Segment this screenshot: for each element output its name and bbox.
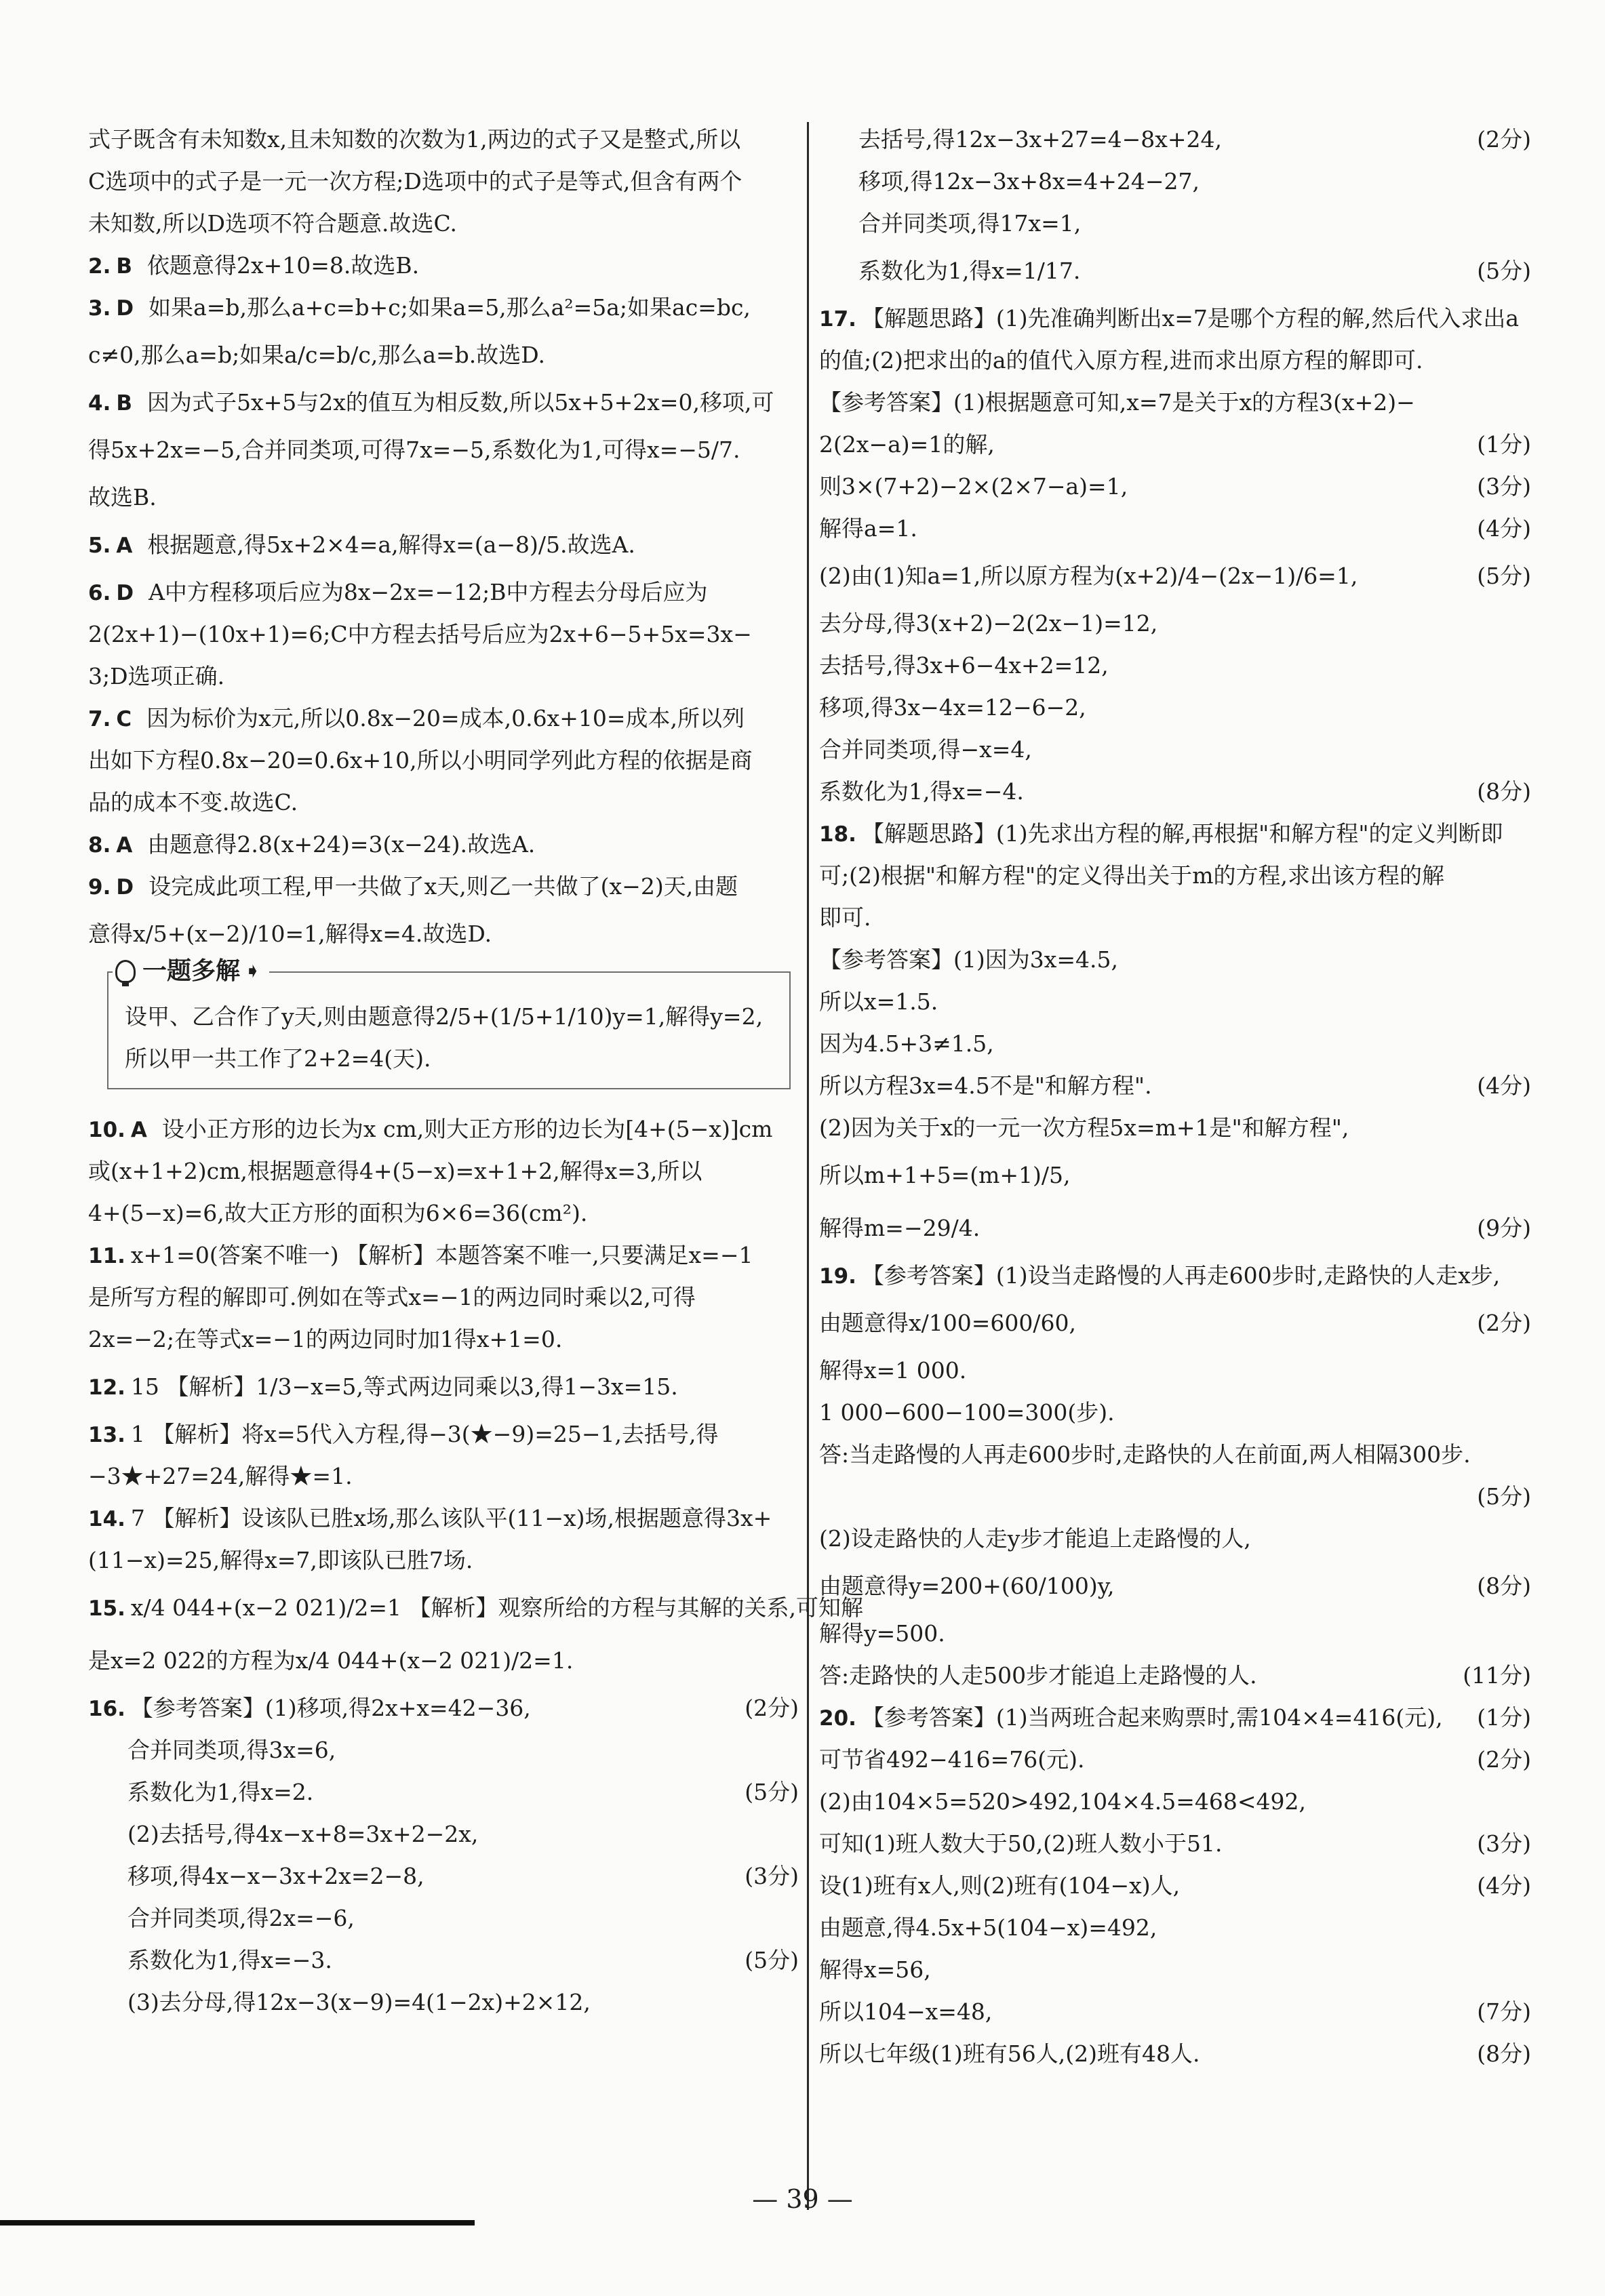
answer-line bbox=[819, 298, 1531, 340]
line-text: 解得y=500. bbox=[819, 1620, 945, 1647]
answer-line bbox=[819, 855, 1531, 897]
line-text: −3★+27=24,解得★=1. bbox=[88, 1463, 353, 1489]
score-marker: (4分) bbox=[1477, 1072, 1531, 1099]
answer-line bbox=[88, 698, 799, 740]
line-text: 去括号,得3x+6−4x+2=12, bbox=[819, 652, 1109, 679]
score-marker: (5分) bbox=[1477, 563, 1531, 589]
question-number: 9. bbox=[88, 875, 111, 900]
line-text: C选项中的式子是一元一次方程;D选项中的式子是等式,但含有两个 bbox=[88, 168, 742, 195]
answer-line bbox=[88, 1939, 799, 1981]
score-marker: (8分) bbox=[1477, 1573, 1531, 1599]
answer-line bbox=[88, 1771, 799, 1813]
line-text: 合并同类项,得3x=6, bbox=[127, 1737, 336, 1763]
answer-line bbox=[819, 687, 1531, 729]
line-text: 4+(5−x)=6,故大正方形的面积为6×6=36(cm²). bbox=[88, 1200, 588, 1226]
line-text: 可知(1)班人数大于50,(2)班人数小于51. bbox=[819, 1830, 1223, 1857]
line-text: 或(x+1+2)cm,根据题意得4+(5−x)=x+1+2,解得x=3,所以 bbox=[88, 1158, 702, 1184]
answer-line bbox=[88, 1539, 799, 1582]
line-text: 设完成此项工程,甲一共做了x天,则乙一共做了(x−2)天,由题 bbox=[148, 873, 738, 900]
line-text: 所以x=1.5. bbox=[819, 988, 938, 1015]
answer-line bbox=[819, 1697, 1531, 1739]
line-text: 出如下方程0.8x−20=0.6x+10,所以小明同学列此方程的依据是商 bbox=[88, 747, 753, 773]
left-answers bbox=[88, 119, 799, 961]
answer-line bbox=[88, 1497, 799, 1539]
score-marker: (3分) bbox=[745, 1863, 799, 1889]
score-marker: (5分) bbox=[745, 1947, 799, 1973]
answer-line bbox=[88, 1150, 799, 1192]
line-text: 所以m+1+5=(m+1)/5, bbox=[819, 1162, 1071, 1188]
question-number: 12. bbox=[88, 1375, 125, 1400]
line-text: 系数化为1,得x=2. bbox=[127, 1779, 314, 1805]
line-text: 解得a=1. bbox=[819, 515, 917, 542]
line-text: 去括号,得12x−3x+27=4−8x+24, bbox=[858, 126, 1223, 153]
line-text: 式子既含有未知数x,且未知数的次数为1,两边的式子又是整式,所以 bbox=[88, 126, 741, 153]
answer-line bbox=[88, 1582, 863, 1634]
line-text: 2(2x−a)=1的解, bbox=[819, 431, 995, 458]
question-number: 16. bbox=[88, 1697, 125, 1721]
answer-line bbox=[819, 245, 1531, 298]
answer-line bbox=[819, 1865, 1531, 1907]
alt-solution-title bbox=[113, 956, 269, 986]
line-text: (2)由104×5=520>492,104×4.5=468<492, bbox=[819, 1788, 1307, 1815]
line-text: x/4 044+(x−2 021)/2=1 【解析】观察所给的方程与其解的关系,可知解 bbox=[130, 1594, 863, 1621]
answer-line bbox=[819, 1255, 1531, 1297]
answer-line bbox=[819, 1823, 1531, 1865]
answer-line bbox=[819, 1023, 1531, 1065]
answer-line bbox=[88, 613, 799, 656]
question-number: 4. bbox=[88, 391, 111, 416]
score-marker: (8分) bbox=[1477, 778, 1531, 805]
line-text: 所以七年级(1)班有56人,(2)班有48人. bbox=[819, 2040, 1200, 2067]
line-text: 依题意得2x+10=8.故选B. bbox=[147, 252, 420, 279]
line-text: 7 【解析】设该队已胜x场,那么该队平(11−x)场,根据题意得3x+ bbox=[130, 1505, 772, 1531]
line-text: 2(2x+1)−(10x+1)=6;C中方程去括号后应为2x+6−5+5x=3x− bbox=[88, 621, 752, 647]
line-text: 的值;(2)把求出的a的值代入原方程,进而求出原方程的解即可. bbox=[819, 347, 1423, 374]
answer-line bbox=[819, 340, 1531, 382]
line-text: 移项,得3x−4x=12−6−2, bbox=[819, 694, 1086, 721]
footer-bar bbox=[0, 2220, 475, 2225]
line-text: 合并同类项,得−x=4, bbox=[819, 736, 1032, 763]
answer-line bbox=[88, 382, 799, 424]
answer-choice: A bbox=[130, 1118, 147, 1142]
line-text: 意得x/5+(x−2)/10=1,解得x=4.故选D. bbox=[88, 921, 492, 947]
answer-line bbox=[819, 203, 1531, 245]
answer-line bbox=[88, 1813, 799, 1855]
answer-choice: C bbox=[116, 707, 132, 731]
answer-line bbox=[819, 466, 1531, 508]
answer-line bbox=[88, 1981, 799, 2023]
answer-line bbox=[88, 1634, 799, 1687]
arrow-icon: ➧ bbox=[244, 959, 262, 983]
line-text: 可节省492−416=76(元). bbox=[819, 1746, 1085, 1773]
answer-line bbox=[88, 245, 799, 287]
line-text: 系数化为1,得x=1/17. bbox=[858, 258, 1081, 284]
score-marker: (3分) bbox=[1477, 1830, 1531, 1857]
line-text: 所以104−x=48, bbox=[819, 1998, 993, 2025]
score-marker: (2分) bbox=[1477, 126, 1531, 153]
question-number: 5. bbox=[88, 533, 111, 558]
lightbulb-icon bbox=[115, 960, 136, 983]
answer-line bbox=[819, 161, 1531, 203]
answer-line bbox=[819, 1202, 1531, 1255]
question-number: 19. bbox=[819, 1264, 856, 1289]
line-text: (2)去括号,得4x−x+8=3x+2−2x, bbox=[127, 1821, 479, 1847]
answer-line bbox=[819, 424, 1531, 466]
page-number: — 39 — bbox=[752, 2184, 853, 2214]
answer-line bbox=[819, 771, 1531, 813]
question-number: 15. bbox=[88, 1596, 125, 1621]
answer-line bbox=[88, 424, 799, 477]
line-text: 移项,得4x−x−3x+2x=2−8, bbox=[127, 1863, 424, 1889]
line-text: 因为式子5x+5与2x的值互为相反数,所以5x+5+2x=0,移项,可 bbox=[147, 389, 774, 416]
answer-line bbox=[819, 1907, 1531, 1949]
answer-line bbox=[819, 508, 1531, 550]
answer-line bbox=[819, 119, 1531, 161]
score-marker: (2分) bbox=[1477, 1310, 1531, 1336]
answer-choice: A bbox=[116, 833, 133, 858]
answer-line bbox=[819, 1350, 1531, 1392]
answer-line bbox=[819, 1149, 1531, 1202]
score-marker: (4分) bbox=[1477, 515, 1531, 542]
score-marker: (5分) bbox=[1477, 1483, 1531, 1510]
line-text: 由题意得2.8(x+24)=3(x−24).故选A. bbox=[147, 831, 536, 858]
score-marker: (1分) bbox=[1477, 1704, 1531, 1731]
line-text: 由题意,得4.5x+5(104−x)=492, bbox=[819, 1914, 1157, 1941]
answer-line bbox=[819, 729, 1531, 771]
answer-line bbox=[88, 329, 799, 382]
line-text: c≠0,那么a=b;如果a/c=b/c,那么a=b.故选D. bbox=[88, 342, 546, 368]
question-number: 13. bbox=[88, 1423, 125, 1447]
answer-line bbox=[88, 161, 799, 203]
answer-choice: D bbox=[116, 875, 134, 900]
answer-line bbox=[88, 1455, 799, 1497]
alt-solution-title-text: 一题多解 bbox=[142, 957, 241, 985]
line-text: 由题意得y=200+(60/100)y, bbox=[819, 1573, 1115, 1599]
answer-line bbox=[819, 1392, 1531, 1434]
line-text: 【参考答案】(1)设当走路慢的人再走600步时,走路快的人走x步, bbox=[861, 1262, 1501, 1289]
line-text: 3;D选项正确. bbox=[88, 663, 225, 689]
answer-line bbox=[819, 1991, 1531, 2033]
score-marker: (1分) bbox=[1477, 431, 1531, 458]
answer-line bbox=[88, 824, 799, 866]
answer-line bbox=[88, 1361, 799, 1413]
line-text: 设小正方形的边长为x cm,则大正方形的边长为[4+(5−x)]cm bbox=[161, 1116, 773, 1142]
answer-line bbox=[88, 1108, 799, 1150]
answer-line bbox=[819, 1518, 1531, 1560]
line-text: 可;(2)根据"和解方程"的定义得出关于m的方程,求出该方程的解 bbox=[819, 862, 1445, 889]
answer-choice: B bbox=[116, 391, 132, 416]
question-number: 6. bbox=[88, 581, 111, 605]
answer-line bbox=[819, 1739, 1531, 1781]
answer-line bbox=[819, 1297, 1531, 1350]
line-text: 解得x=56, bbox=[819, 1956, 931, 1983]
line-text: x+1=0(答案不唯一) 【解析】本题答案不唯一,只要满足x=−1 bbox=[130, 1242, 753, 1268]
answer-choice: B bbox=[116, 254, 132, 279]
answer-line bbox=[88, 1855, 799, 1897]
line-text: (2)因为关于x的一元一次方程5x=m+1是"和解方程", bbox=[819, 1114, 1349, 1141]
answer-line bbox=[819, 897, 1531, 939]
line-text: 【参考答案】(1)根据题意可知,x=7是关于x的方程3(x+2)− bbox=[819, 389, 1415, 416]
line-text: 是所写方程的解即可.例如在等式x=−1的两边同时乘以2,可得 bbox=[88, 1284, 696, 1310]
line-text: 【参考答案】(1)因为3x=4.5, bbox=[819, 946, 1118, 973]
line-text: (2)由(1)知a=1,所以原方程为(x+2)/4−(2x−1)/6=1, bbox=[819, 563, 1358, 589]
line-text: 移项,得12x−3x+8x=4+24−27, bbox=[858, 168, 1200, 195]
score-marker: (4分) bbox=[1477, 1872, 1531, 1899]
answer-line bbox=[88, 1729, 799, 1771]
question-number: 20. bbox=[819, 1706, 856, 1731]
line-text: 品的成本不变.故选C. bbox=[88, 789, 298, 815]
line-text: 则3×(7+2)−2×(2×7−a)=1, bbox=[819, 473, 1128, 500]
answer-line bbox=[819, 1949, 1531, 1991]
line-text: 是x=2 022的方程为x/4 044+(x−2 021)/2=1. bbox=[88, 1647, 574, 1674]
answer-line bbox=[819, 1781, 1531, 1823]
answer-line bbox=[88, 1413, 799, 1455]
question-number: 7. bbox=[88, 707, 111, 731]
line-text: (3)去分母,得12x−3(x−9)=4(1−2x)+2×12, bbox=[127, 1989, 591, 2015]
answer-line bbox=[819, 939, 1531, 981]
line-text: 设(1)班有x人,则(2)班有(104−x)人, bbox=[819, 1872, 1181, 1899]
answer-line bbox=[819, 1613, 1531, 1655]
answer-line bbox=[88, 1192, 799, 1234]
answer-choice: D bbox=[116, 581, 134, 605]
score-marker: (8分) bbox=[1477, 2040, 1531, 2067]
question-number: 2. bbox=[88, 254, 111, 279]
answer-line bbox=[819, 1476, 1531, 1518]
alt-solution-line: 设甲、乙合作了y天,则由题意得2/5+(1/5+1/10)y=1,解得y=2, bbox=[125, 1003, 764, 1030]
answer-line bbox=[819, 550, 1531, 603]
score-marker: (5分) bbox=[745, 1779, 799, 1805]
answer-line bbox=[88, 571, 799, 613]
answer-line bbox=[819, 1107, 1531, 1149]
answer-line bbox=[819, 981, 1531, 1023]
answer-line bbox=[88, 1234, 799, 1276]
line-text: 【解题思路】(1)先准确判断出x=7是哪个方程的解,然后代入求出a bbox=[861, 305, 1520, 331]
line-text: (11−x)=25,解得x=7,即该队已胜7场. bbox=[88, 1547, 473, 1573]
answer-line bbox=[819, 813, 1531, 855]
answer-line bbox=[819, 1560, 1531, 1613]
alt-solution-line: 所以甲一共工作了2+2=4(天). bbox=[125, 1045, 431, 1072]
answer-line bbox=[819, 1434, 1531, 1476]
question-number: 10. bbox=[88, 1118, 125, 1142]
line-text: 因为4.5+3≠1.5, bbox=[819, 1030, 994, 1057]
answer-line bbox=[88, 203, 799, 245]
score-marker: (2分) bbox=[745, 1695, 799, 1721]
answer-line bbox=[88, 119, 799, 161]
column-divider bbox=[807, 122, 809, 2210]
line-text: 如果a=b,那么a+c=b+c;如果a=5,那么a²=5a;如果ac=bc, bbox=[148, 294, 751, 321]
answer-line bbox=[819, 382, 1531, 424]
question-number: 17. bbox=[819, 307, 856, 331]
answer-line bbox=[88, 287, 799, 329]
line-text: 答:走路快的人走500步才能追上走路慢的人. bbox=[819, 1662, 1257, 1689]
answer-line bbox=[819, 1065, 1531, 1107]
answer-choice: D bbox=[116, 296, 134, 321]
question-number: 3. bbox=[88, 296, 111, 321]
line-text: 合并同类项,得17x=1, bbox=[858, 210, 1082, 237]
question-number: 11. bbox=[88, 1244, 125, 1268]
score-marker: (5分) bbox=[1477, 258, 1531, 284]
line-text: 答:当走路慢的人再走600步时,走路快的人在前面,两人相隔300步. bbox=[819, 1441, 1471, 1468]
answer-line bbox=[88, 477, 799, 519]
question-number: 14. bbox=[88, 1507, 125, 1531]
line-text: (2)设走路快的人走y步才能追上走路慢的人, bbox=[819, 1525, 1251, 1552]
answer-line bbox=[88, 782, 799, 824]
question-number: 18. bbox=[819, 822, 856, 847]
score-marker: (2分) bbox=[1477, 1746, 1531, 1773]
question-number: 8. bbox=[88, 833, 111, 858]
line-text: 2x=−2;在等式x=−1的两边同时加1得x+1=0. bbox=[88, 1326, 563, 1352]
line-text: 合并同类项,得2x=−6, bbox=[127, 1905, 355, 1931]
score-marker: (3分) bbox=[1477, 473, 1531, 500]
score-marker: (11分) bbox=[1463, 1662, 1531, 1689]
line-text: 未知数,所以D选项不符合题意.故选C. bbox=[88, 210, 458, 237]
line-text: 1 000−600−100=300(步). bbox=[819, 1399, 1115, 1426]
line-text: 【参考答案】(1)移项,得2x+x=42−36, bbox=[130, 1695, 531, 1721]
answer-line bbox=[819, 2033, 1531, 2075]
answer-line bbox=[819, 603, 1531, 645]
answer-choice: A bbox=[116, 533, 133, 558]
line-text: 根据题意,得5x+2×4=a,解得x=(a−8)/5.故选A. bbox=[147, 531, 635, 558]
line-text: 系数化为1,得x=−3. bbox=[127, 1947, 332, 1973]
answer-line bbox=[88, 1897, 799, 1939]
answer-line bbox=[88, 1318, 799, 1361]
line-text: 【参考答案】(1)当两班合起来购票时,需104×4=416(元), bbox=[861, 1704, 1443, 1731]
score-marker: (9分) bbox=[1477, 1215, 1531, 1241]
line-text: 解得m=−29/4. bbox=[819, 1215, 980, 1241]
line-text: 得5x+2x=−5,合并同类项,可得7x=−5,系数化为1,可得x=−5/7. bbox=[88, 437, 740, 463]
line-text: 故选B. bbox=[88, 484, 157, 510]
line-text: A中方程移项后应为8x−2x=−12;B中方程去分母后应为 bbox=[148, 579, 708, 605]
answer-line bbox=[819, 1655, 1531, 1697]
answer-line bbox=[88, 519, 799, 571]
answer-line bbox=[88, 740, 799, 782]
line-text: 【解题思路】(1)先求出方程的解,再根据"和解方程"的定义判断即 bbox=[861, 820, 1503, 847]
answer-line bbox=[88, 1687, 799, 1729]
line-text: 解得x=1 000. bbox=[819, 1357, 967, 1384]
score-marker: (7分) bbox=[1477, 1998, 1531, 2025]
line-text: 所以方程3x=4.5不是"和解方程". bbox=[819, 1072, 1152, 1099]
line-text: 去分母,得3(x+2)−2(2x−1)=12, bbox=[819, 610, 1158, 637]
alt-solution-box bbox=[107, 957, 791, 1089]
answer-line bbox=[88, 866, 799, 908]
line-text: 15 【解析】1/3−x=5,等式两边同乘以3,得1−3x=15. bbox=[130, 1373, 678, 1400]
line-text: 系数化为1,得x=−4. bbox=[819, 778, 1024, 805]
right-column bbox=[819, 119, 1531, 2075]
answer-line bbox=[819, 645, 1531, 687]
line-text: 即可. bbox=[819, 904, 871, 931]
line-text: 由题意得x/100=600/60, bbox=[819, 1310, 1076, 1336]
answer-line bbox=[88, 908, 799, 961]
answer-line bbox=[88, 1276, 799, 1318]
line-text: 1 【解析】将x=5代入方程,得−3(★−9)=25−1,去括号,得 bbox=[130, 1421, 719, 1447]
answer-line bbox=[88, 656, 799, 698]
line-text: 因为标价为x元,所以0.8x−20=成本,0.6x+10=成本,所以列 bbox=[146, 705, 745, 731]
